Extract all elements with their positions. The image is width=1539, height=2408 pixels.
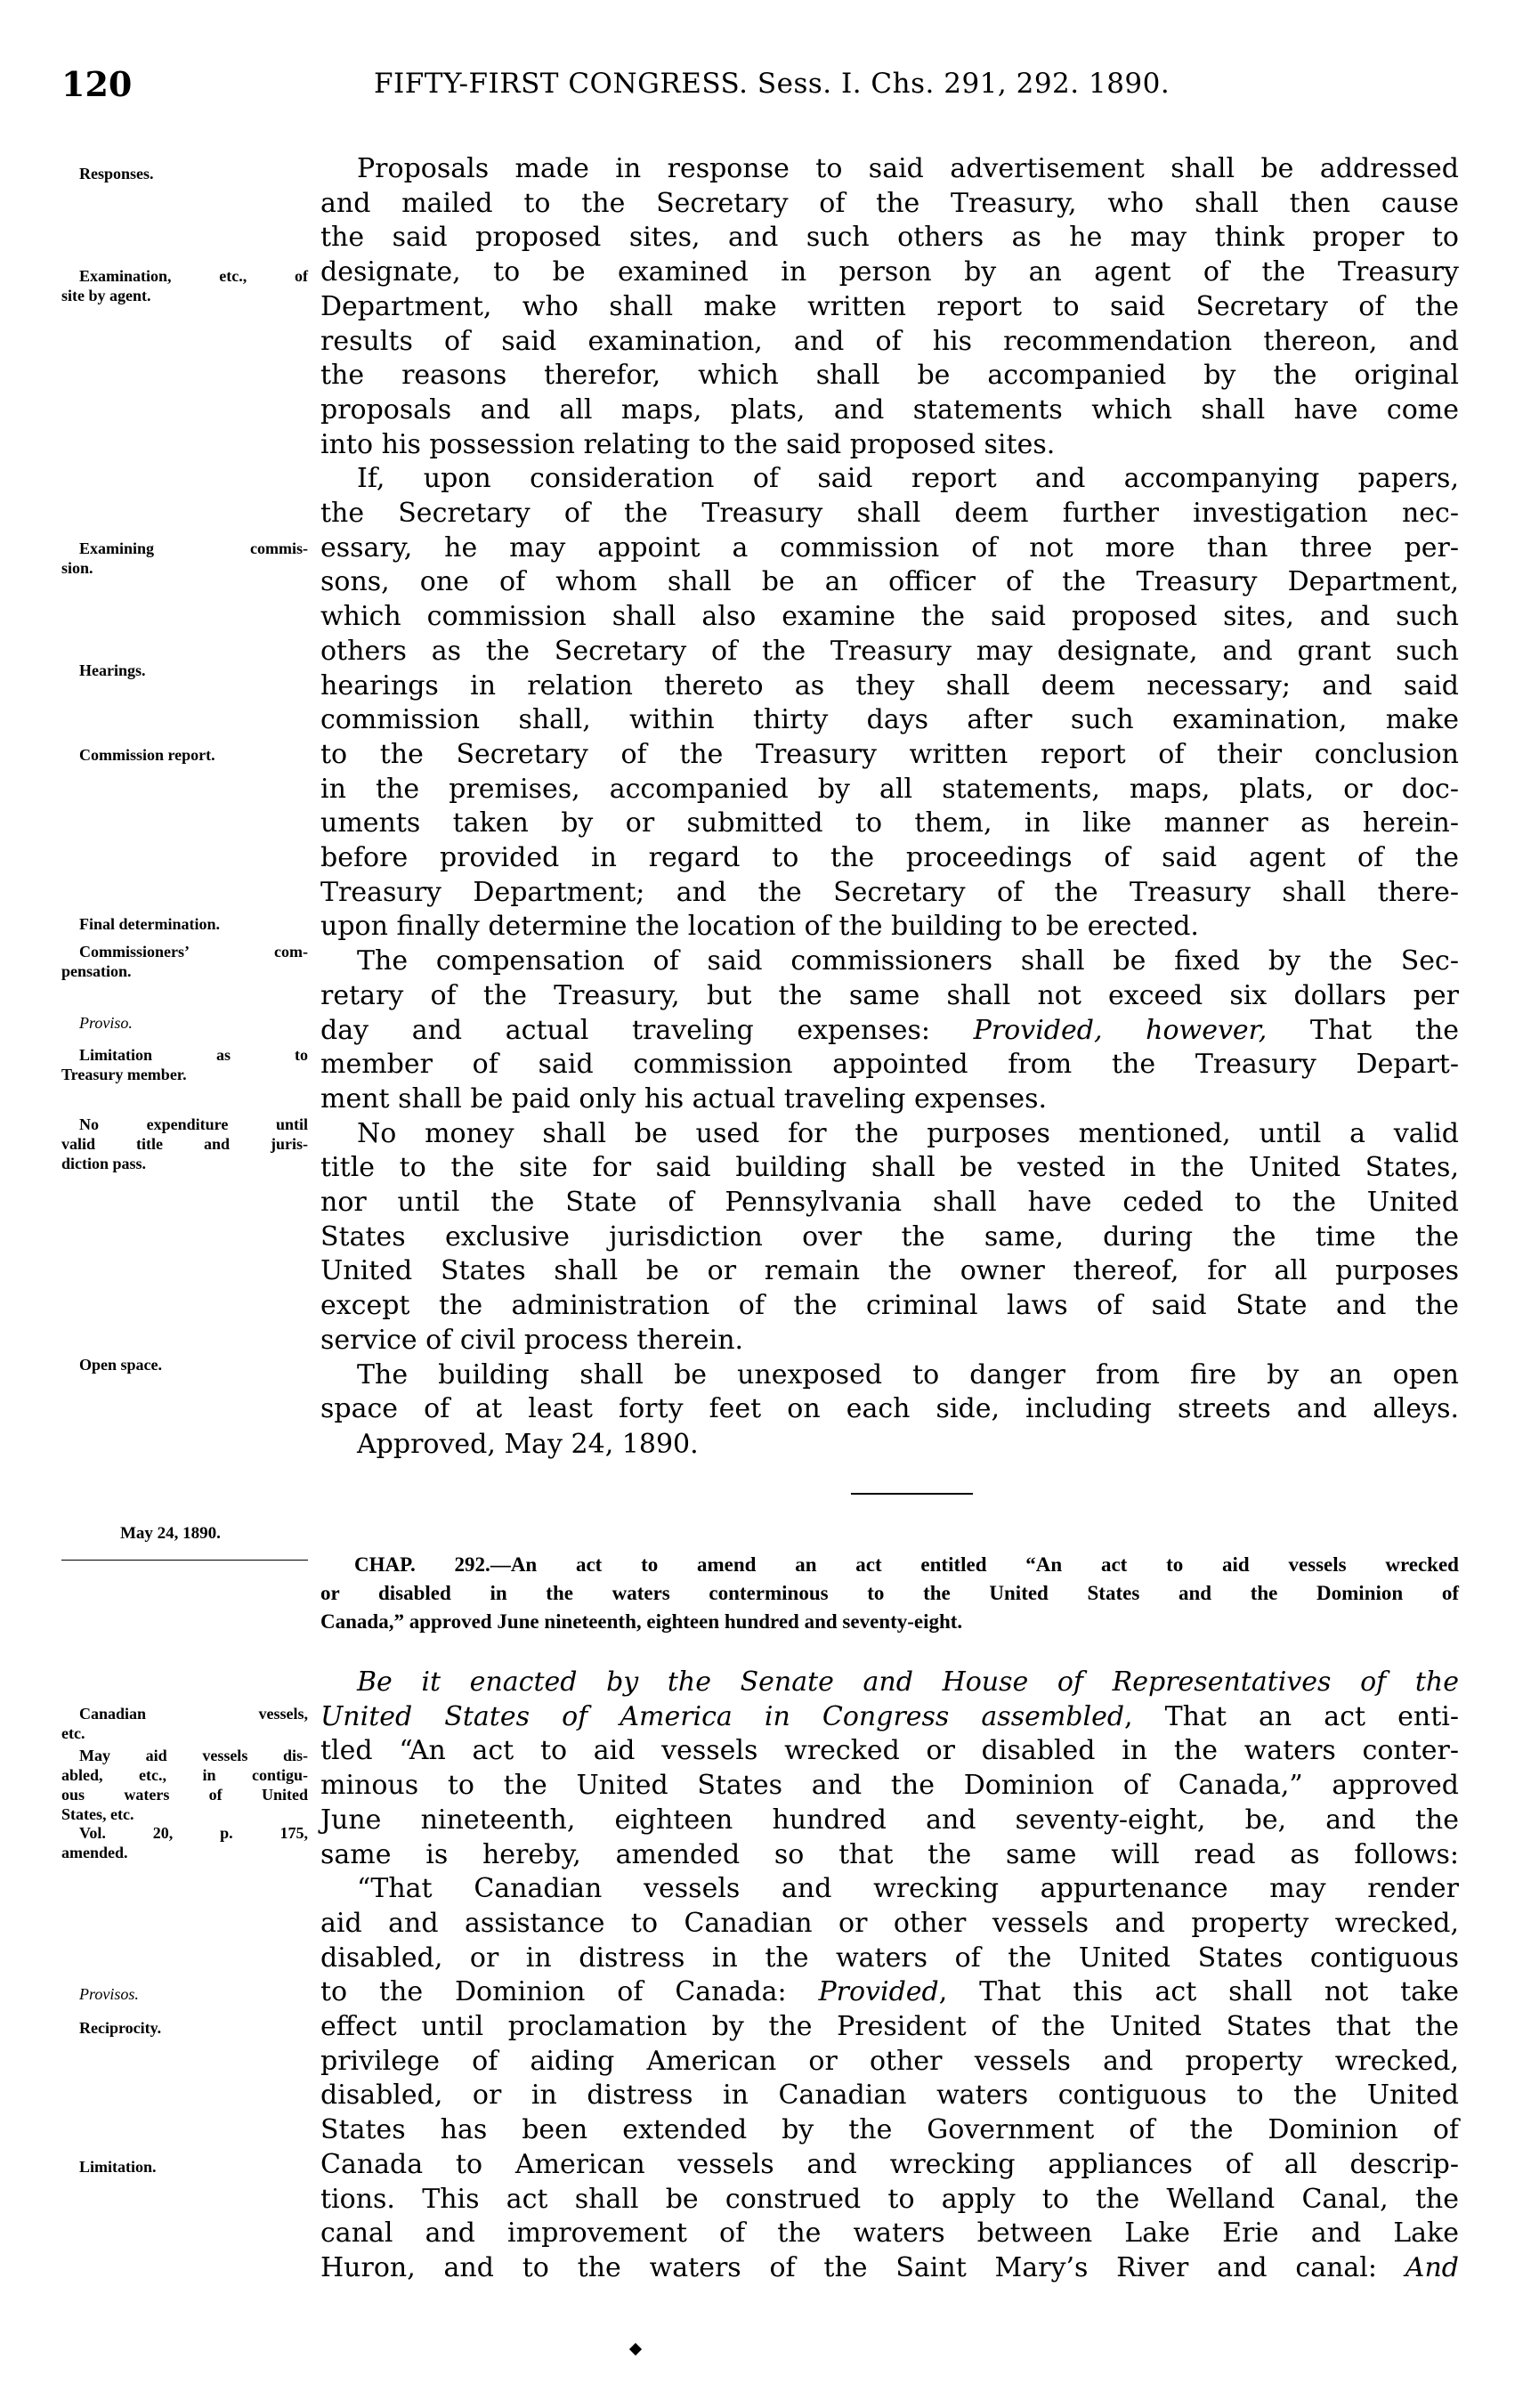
text-line: before provided in regard to the proceedings of said agent of the bbox=[320, 842, 1459, 873]
text-line: Proposals made in response to said advertisement shall be addressed bbox=[357, 153, 1459, 184]
text-segment: Huron, and to the waters of the Saint Mary’s River and canal: bbox=[320, 2251, 1405, 2283]
chapter-summary-line bbox=[320, 1579, 1459, 1608]
text-line: States exclusive jurisdiction over the same, during the time the bbox=[320, 1220, 1459, 1253]
text-line: which commission shall also examine the said proposed sites, and such bbox=[320, 601, 1459, 633]
margin-note-commission-report bbox=[61, 745, 308, 765]
text-line: United States shall be or remain the owner thereof, for all purposes bbox=[320, 1255, 1459, 1287]
text-line: into his possession relating to the said proposed sites. bbox=[320, 428, 1056, 460]
text-segment: CHAP. 292. bbox=[354, 1553, 490, 1576]
page-ornament-icon bbox=[629, 2343, 642, 2355]
margin-note-line: Final determination. bbox=[79, 915, 220, 933]
margin-note-line: site by agent. bbox=[61, 287, 151, 304]
margin-note-vol-20-amended bbox=[61, 1823, 308, 1862]
text-line: If, upon consideration of said report and accompanying papers, bbox=[357, 463, 1459, 495]
text-line: disabled, or in distress in the waters of the United States contiguous bbox=[320, 1942, 1459, 1974]
margin-note-line: Responses. bbox=[79, 165, 154, 182]
margin-note-line: Commission report. bbox=[79, 746, 215, 764]
margin-note-line: Vol. 20, p. 175, bbox=[79, 1824, 308, 1842]
text-line: essary, he may appoint a commission of not more than three per- bbox=[320, 531, 1459, 563]
text-line bbox=[320, 1700, 1459, 1734]
margin-note-proviso bbox=[61, 1013, 308, 1033]
section-divider bbox=[851, 1493, 973, 1495]
text-line: others as the Secretary of the Treasury may designate, and grant such bbox=[320, 635, 1459, 667]
text-line: and mailed to the Secretary of the Treasury, who shall then cause bbox=[320, 187, 1459, 219]
text-line: space of at least forty feet on each side, including streets and alleys. bbox=[320, 1393, 1459, 1425]
text-line: hearings in relation thereto as they shall deem necessary; and said bbox=[320, 669, 1459, 701]
text-segment: to the Dominion of Canada: bbox=[320, 1976, 819, 2008]
margin-note-line: Treasury member. bbox=[61, 1066, 187, 1083]
margin-note-line: Limitation. bbox=[79, 2158, 157, 2176]
margin-note-line: Commissioners’ com- bbox=[79, 943, 308, 961]
chapter-summary-line bbox=[354, 1551, 1459, 1579]
margin-note-reciprocity bbox=[61, 2018, 308, 2038]
margin-note-commissioners-compensation bbox=[61, 942, 308, 981]
text-segment: day and actual traveling expenses: bbox=[320, 1014, 974, 1046]
margin-note-line: amended. bbox=[61, 1844, 128, 1861]
page-number: 120 bbox=[61, 64, 133, 104]
italic-text: Provided, however, bbox=[973, 1014, 1268, 1046]
margin-note-provisos bbox=[61, 1984, 308, 2004]
margin-note-limitation-treasury-member bbox=[61, 1045, 308, 1084]
text-line bbox=[320, 2251, 1459, 2285]
approval-date: Approved, May 24, 1890. bbox=[357, 1429, 699, 1460]
text-segment: That the bbox=[1267, 1014, 1460, 1046]
margin-note-may-aid-vessels bbox=[61, 1746, 308, 1824]
text-segment: , That an act enti- bbox=[1124, 1700, 1459, 1732]
text-line: member of said commission appointed from the Treasury Depart- bbox=[320, 1049, 1459, 1081]
margin-note-line: etc. bbox=[61, 1724, 85, 1742]
margin-note-line: pensation. bbox=[61, 962, 132, 980]
margin-note-line: diction pass. bbox=[61, 1155, 147, 1172]
margin-note-no-expenditure bbox=[61, 1115, 308, 1173]
margin-note-responses bbox=[61, 164, 308, 183]
text-line: canal and improvement of the waters between Lake Erie and Lake bbox=[320, 2217, 1459, 2250]
margin-note-line: ous waters of United bbox=[61, 1786, 308, 1804]
text-line: uments taken by or submitted to them, in like manner as herein- bbox=[320, 807, 1459, 839]
text-line: disabled, or in distress in Canadian waters contiguous to the United bbox=[320, 2080, 1459, 2112]
margin-note-canadian-vessels bbox=[61, 1704, 308, 1743]
text-line: No money shall be used for the purposes mentioned, until a valid bbox=[357, 1117, 1459, 1149]
margin-note-examination-by-agent bbox=[61, 266, 308, 305]
margin-note-final-determination bbox=[61, 914, 308, 934]
margin-note-line: Examination, etc., of bbox=[79, 267, 308, 285]
text-line: in the premises, accompanied by all statements, maps, plats, or doc- bbox=[320, 773, 1459, 805]
text-line: privilege of aiding American or other vessels and property wrecked, bbox=[320, 2045, 1459, 2077]
text-line: Treasury Department; and the Secretary of the Treasury shall there- bbox=[320, 876, 1459, 908]
text-line: nor until the State of Pennsylvania shall have ceded to the United bbox=[320, 1187, 1459, 1218]
text-line bbox=[320, 1014, 1459, 1048]
margin-note-examining-commission bbox=[61, 539, 308, 578]
text-segment: —An act to amend an act entitled “An act to aid vessels wrecked bbox=[490, 1553, 1459, 1576]
text-line: The building shall be unexposed to danger from fire by an open bbox=[357, 1358, 1459, 1390]
margin-note-line: May aid vessels dis- bbox=[79, 1747, 308, 1764]
date-underline bbox=[61, 1560, 308, 1561]
text-segment: Canada,” approved June nineteenth, eighteen hundred and seventy-eight. bbox=[320, 1610, 963, 1633]
text-line: States has been extended by the Government of the Dominion of bbox=[320, 2114, 1459, 2146]
margin-note-line: Limitation as to bbox=[79, 1046, 308, 1064]
text-line: tled “An act to aid vessels wrecked or disabled in the waters conter- bbox=[320, 1735, 1459, 1767]
margin-note-line: abled, etc., in contigu- bbox=[61, 1766, 308, 1784]
italic-text: Provided bbox=[818, 1976, 939, 2008]
margin-note-line: valid title and juris- bbox=[61, 1135, 308, 1153]
text-line: results of said examination, and of his recommendation thereon, and bbox=[320, 325, 1459, 357]
text-segment: or disabled in the waters conterminous to the United States and the Dominion of bbox=[320, 1582, 1459, 1604]
text-line: Canada to American vessels and wrecking appliances of all descrip- bbox=[320, 2148, 1459, 2180]
text-line: the said proposed sites, and such others as he may think proper to bbox=[320, 222, 1459, 254]
text-line: except the administration of the criminal laws of said State and the bbox=[320, 1290, 1459, 1322]
margin-note-open-space bbox=[61, 1355, 308, 1374]
text-line: sons, one of whom shall be an officer of the Treasury Department, bbox=[320, 566, 1459, 598]
italic-text: United States of America in Congress assembled bbox=[320, 1700, 1125, 1732]
text-line: upon finally determine the location of the building to be erected. bbox=[320, 911, 1199, 943]
text-line: retary of the Treasury, but the same shall not exceed six dollars per bbox=[320, 979, 1459, 1011]
text-line bbox=[320, 1975, 1459, 2009]
text-line: to the Secretary of the Treasury written report of their conclusion bbox=[320, 738, 1459, 770]
text-line: Department, who shall make written report to said Secretary of the bbox=[320, 290, 1459, 322]
text-line bbox=[357, 1666, 1459, 1699]
running-title: FIFTY-FIRST CONGRESS. Sess. I. Chs. 291, 292. 1890. bbox=[374, 68, 1170, 100]
margin-note-line: No expenditure until bbox=[79, 1115, 308, 1133]
margin-note-line: Provisos. bbox=[79, 1985, 139, 2003]
text-line: June nineteenth, eighteen hundred and seventy-eight, be, and the bbox=[320, 1804, 1459, 1836]
text-line: the Secretary of the Treasury shall deem further investigation nec- bbox=[320, 498, 1459, 529]
margin-note-line: States, etc. bbox=[61, 1805, 134, 1823]
margin-note-line: sion. bbox=[61, 559, 93, 577]
text-line: aid and assistance to Canadian or other vessels and property wrecked, bbox=[320, 1907, 1459, 1939]
text-line: “That Canadian vessels and wrecking appurtenance may render bbox=[357, 1873, 1459, 1905]
text-line: tions. This act shall be construed to apply to the Welland Canal, the bbox=[320, 2183, 1459, 2215]
text-line: designate, to be examined in person by an agent of the Treasury bbox=[320, 256, 1459, 288]
italic-text: Be it enacted by the Senate and House of Representatives of the bbox=[357, 1666, 1459, 1698]
margin-note-line: Hearings. bbox=[79, 661, 146, 679]
text-line: effect until proclamation by the President of the United States that the bbox=[320, 2011, 1459, 2042]
margin-note-hearings bbox=[61, 661, 308, 680]
margin-note-line: Reciprocity. bbox=[79, 2019, 162, 2037]
margin-note-line: Examining commis- bbox=[79, 539, 308, 557]
text-line: same is hereby, amended so that the same will read as follows: bbox=[320, 1838, 1459, 1870]
margin-note-line: Proviso. bbox=[79, 1014, 133, 1032]
margin-note-line: Canadian vessels, bbox=[79, 1705, 308, 1723]
text-segment: , That this act shall not take bbox=[938, 1976, 1460, 2008]
margin-note-limitation bbox=[61, 2157, 308, 2177]
margin-note-line: Open space. bbox=[79, 1356, 163, 1374]
text-line: service of civil process therein. bbox=[320, 1324, 744, 1356]
text-line: The compensation of said commissioners shall be fixed by the Sec- bbox=[357, 945, 1459, 977]
text-line: minous to the United States and the Dominion of Canada,” approved bbox=[320, 1770, 1459, 1802]
text-line: ment shall be paid only his actual traveling expenses. bbox=[320, 1082, 1048, 1115]
chapter-summary-line bbox=[320, 1608, 1459, 1636]
chapter-date: May 24, 1890. bbox=[120, 1524, 221, 1543]
text-line: title to the site for said building shall be vested in the United States, bbox=[320, 1152, 1459, 1184]
text-line: commission shall, within thirty days after such examination, make bbox=[320, 704, 1459, 736]
text-line: proposals and all maps, plats, and statements which shall have come bbox=[320, 393, 1459, 426]
italic-text: And bbox=[1405, 2251, 1459, 2283]
text-line: the reasons therefor, which shall be accompanied by the original bbox=[320, 360, 1459, 392]
